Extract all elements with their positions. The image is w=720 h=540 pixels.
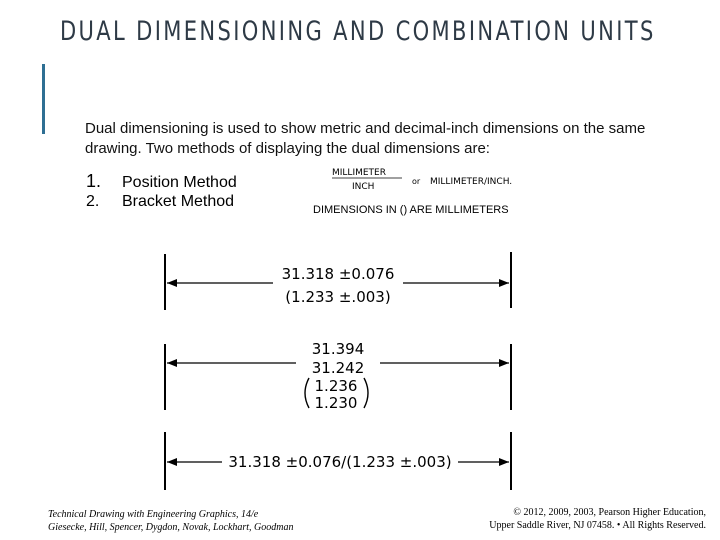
copyright-address: Upper Saddle River, NJ 07458. • All Rights Reserved. [489, 520, 706, 531]
footer-copyright [489, 506, 706, 532]
footer-citation [48, 508, 294, 534]
book-authors: Giesecke, Hill, Spencer, Dygdon, Novak, Lockhart, Goodman [48, 522, 294, 533]
copyright-line: © 2012, 2009, 2003, Pearson Higher Education, [513, 507, 706, 518]
dimension-example-3 [165, 432, 511, 490]
format-or: or [412, 177, 421, 186]
bracket-upper-value: 1.236 [314, 377, 358, 395]
slide-title: DUAL DIMENSIONING AND COMBINATION UNITS [60, 16, 656, 47]
method-number: 1. [86, 171, 102, 191]
bracket-lower-value: 1.230 [314, 394, 358, 412]
combined-dimension-value: 31.318 ±0.076/(1.233 ±.003) [228, 453, 452, 471]
method-label: Bracket Method [122, 193, 235, 210]
bracket-left [305, 378, 309, 408]
dimension-value: 31.318 ±0.076 [281, 265, 395, 283]
dimension-value-bracket: (1.233 ±.003) [285, 288, 391, 306]
book-title: Technical Drawing with Engineering Graphics, 14/e [48, 509, 259, 520]
method-label: Position Method [122, 174, 237, 191]
intro-paragraph: Dual dimensioning is used to show metric and decimal-inch dimensions on the same drawing. Two methods of displaying the dual dimensions are: [85, 120, 646, 157]
format-slash: MILLIMETER/INCH. [430, 177, 513, 187]
lower-limit-value: 31.242 [311, 359, 365, 377]
method-number: 2. [86, 193, 100, 210]
format-numerator: MILLIMETER [332, 168, 386, 178]
upper-limit-value: 31.394 [311, 340, 365, 358]
dimension-example-2 [165, 340, 511, 412]
figure-label: DIMENSIONS IN () ARE MILLIMETERS [313, 204, 509, 216]
bracket-right [364, 378, 368, 408]
format-denominator: INCH [352, 182, 375, 192]
dimension-example-1 [165, 252, 511, 310]
